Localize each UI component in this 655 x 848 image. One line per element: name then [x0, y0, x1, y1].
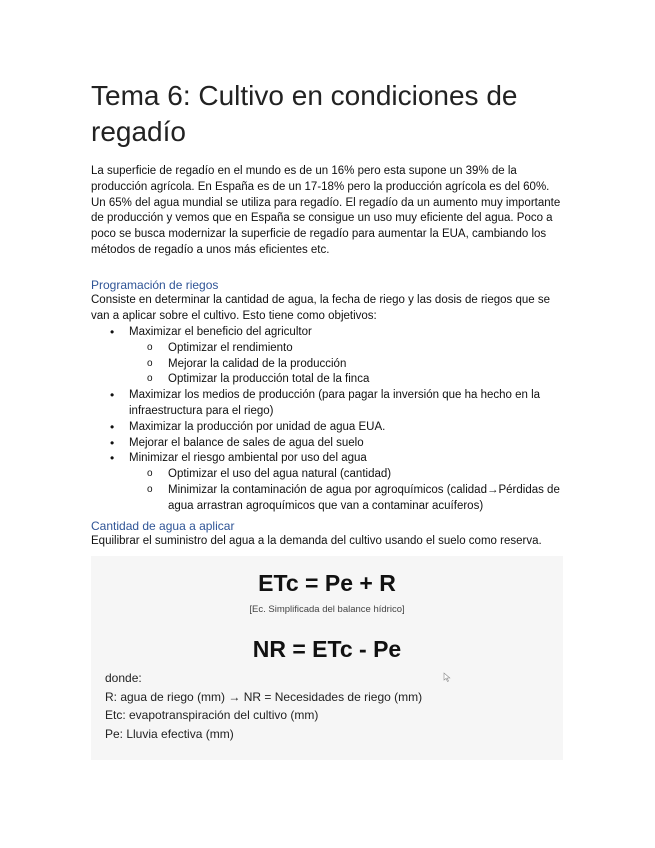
- sub-list-item: o Optimizar el rendimiento: [129, 341, 561, 357]
- equation-caption: [Ec. Simplificada del balance hídrico]: [249, 604, 405, 615]
- list-item-text: Maximizar la producción por unidad de agua EUA.: [129, 420, 386, 433]
- sub-list-item: o Optimizar la producción total de la finca: [129, 372, 561, 388]
- section-heading-cantidad: Cantidad de agua a aplicar: [91, 519, 235, 533]
- list-item: [91, 436, 561, 452]
- page-title: Tema 6: Cultivo en condiciones de regadío: [91, 80, 518, 147]
- equation-irrigation-needs: NR = ETc - Pe: [252, 636, 402, 662]
- list-item: [91, 451, 561, 514]
- list-item: [91, 325, 561, 388]
- definition-line: R: agua de riego (mm) → NR = Necesidades de riego (mm): [105, 689, 423, 704]
- sub-list-item: o Mejorar la calidad de la producción: [129, 357, 561, 373]
- objectives-list: [91, 325, 561, 515]
- list-item: [91, 388, 561, 420]
- intro-paragraph: La superficie de regadío en el mundo es de un 16% pero esta supone un 39% de la producción agrícola. En España es de un 17-18% pero la producción agrícola es del 60%. Un 65% del agua mundial se utiliza para regadío. El regadío da un aumento muy importante de producción y vemos que en España se consigue un uso muy eficiente del agua. Poco a poco se busca modernizar la superficie de regadío para aumentar la EUA, cambiando los métodos de regadío a unos más eficientes etc.: [91, 165, 561, 256]
- list-item-text: Mejorar el balance de sales de agua del suelo: [129, 436, 364, 449]
- section-paragraph-cantidad: Equilibrar el suministro del agua a la demanda del cultivo usando el suelo como reserva.: [91, 535, 542, 547]
- sub-list: [129, 341, 561, 388]
- list-item-text: Minimizar el riesgo ambiental por uso del agua: [129, 452, 367, 465]
- sub-list-item: o Minimizar la contaminación de agua por agroquímicos (calidad→Pérdidas de agua arrastran agroquímicos que van a contaminar acuíferos): [129, 483, 561, 515]
- definition-line: Etc: evapotranspiración del cultivo (mm): [105, 708, 319, 722]
- section-paragraph-programacion: Consiste en determinar la cantidad de agua, la fecha de riego y las dosis de riegos que se van a aplicar sobre el cultivo. Esto tiene como objetivos:: [91, 294, 551, 322]
- sub-list-item: o Optimizar el uso del agua natural (cantidad): [129, 467, 561, 483]
- section-heading-programacion: Programación de riegos: [91, 278, 219, 292]
- definition-line: donde:: [105, 671, 142, 685]
- equation-figure: [91, 556, 563, 760]
- list-item-text: Maximizar el beneficio del agricultor: [129, 326, 312, 338]
- definitions-block: [105, 669, 555, 743]
- list-item: [91, 420, 561, 436]
- equation-water-balance: ETc = Pe + R: [258, 570, 396, 596]
- sub-list: [129, 467, 561, 514]
- list-item-text: Maximizar los medios de producción (para pagar la inversión que ha hecho en la infraestructura para el riego): [129, 389, 541, 417]
- definition-line: Pe: Lluvia efectiva (mm): [105, 726, 234, 741]
